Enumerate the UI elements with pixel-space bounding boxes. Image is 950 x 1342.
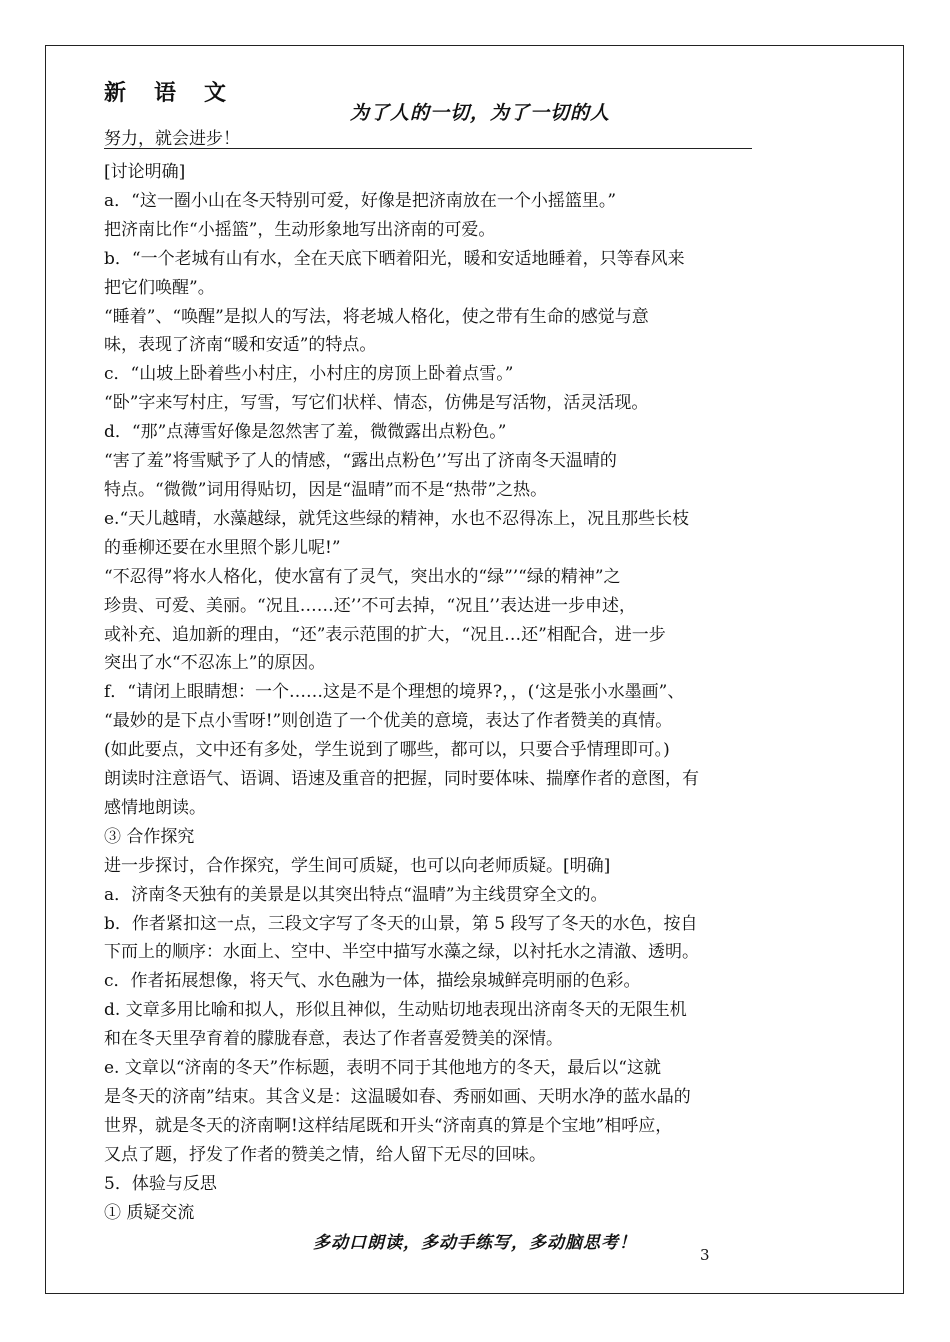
text-line: 的垂柳还要在水里照个影儿呢!”: [104, 537, 341, 558]
text-line: f．“请闭上眼睛想：一个……这是不是个理想的境界?，，(‘这是张小水墨画”、: [104, 682, 685, 703]
text-line: 特点。“微微”词用得贴切，因是“温晴”而不是“热带”之热。: [104, 479, 548, 500]
text-line: 又点了题，抒发了作者的赞美之情，给人留下无尽的回味。: [104, 1144, 546, 1165]
text-line: 把它们唤醒”。: [104, 277, 215, 298]
text-line: 朗读时注意语气、语调、语速及重音的把握，同时要体味、揣摩作者的意图，有: [104, 769, 699, 790]
text-line: 感情地朗读。: [104, 797, 206, 818]
text-line: “不忍得”将水人格化，使水富有了灵气，突出水的“绿”’“绿的精神”之: [104, 566, 621, 587]
text-line: 下而上的顺序：水面上、空中、半空中描写水藻之绿，以衬托水之清澈、透明。: [104, 942, 699, 963]
text-line: 是冬天的济南”结束。其含义是：这温暖如春、秀丽如画、天明水净的蓝水晶的: [104, 1087, 691, 1107]
header-divider: [104, 148, 752, 149]
text-line: ① 质疑交流: [104, 1202, 195, 1223]
text-line: “最妙的是下点小雪呀!”则创造了一个优美的意境，表达了作者赞美的真情。: [104, 711, 673, 732]
header-motto: 为了人的一切，为了一切的人: [350, 102, 611, 124]
text-line: 和在冬天里孕育着的朦胧春意，表达了作者喜爱赞美的深情。: [104, 1029, 563, 1050]
text-line: “害了羞”将雪赋予了人的情感，“露出点粉色’’写出了济南冬天温晴的: [104, 451, 617, 472]
text-line: b．“一个老城有山有水，全在天底下晒着阳光，暖和安适地睡着，只等春风来: [104, 248, 685, 269]
text-line: 进一步探讨，合作探究，学生间可质疑，也可以向老师质疑。[明确]: [104, 855, 611, 876]
document-body: [104, 158, 756, 1228]
text-line: 或补充、追加新的理由，“还”表示范围的扩大，“况且…还”相配合，进一步: [104, 624, 666, 645]
text-line: c．作者拓展想像，将天气、水色融为一体，描绘泉城鲜亮明丽的色彩。: [104, 971, 641, 992]
text-line: a．“这一圈小山在冬天特别可爱，好像是把济南放在一个小摇篮里。”: [104, 190, 617, 211]
text-line: “睡着”、“唤醒”是拟人的写法，将老城人格化，使之带有生命的感觉与意: [104, 306, 649, 327]
text-line: b．作者紧扣这一点，三段文字写了冬天的山景，第 5 段写了冬天的水色，按自: [104, 913, 698, 934]
text-line: 珍贵、可爱、美丽。“况且……还’’不可去掉，“况且’’表达进一步申述，: [104, 595, 636, 616]
text-line: 世界，就是冬天的济南啊!这样结尾既和开头“济南真的算是个宝地”相呼应，: [104, 1115, 673, 1136]
text-line: 5．体验与反思: [104, 1173, 217, 1194]
text-line: ③ 合作探究: [104, 826, 195, 847]
text-line: 突出了水“不忍冻上”的原因。: [104, 653, 326, 674]
text-line: 味，表现了济南“暖和安适”的特点。: [104, 335, 377, 356]
text-line: d．“那”点薄雪好像是忽然害了羞，微微露出点粉色。”: [104, 422, 507, 443]
brand-title: 新语文: [104, 80, 255, 106]
text-line: 把济南比作“小摇篮”，生动形象地写出济南的可爱。: [104, 219, 496, 240]
header-subtitle: 努力，就会进步！: [104, 129, 240, 149]
text-line: “卧”字来写村庄，写雪，写它们状样、情态，仿佛是写活物，活灵活现。: [104, 393, 649, 414]
text-line: d. 文章多用比喻和拟人，形似且神似，生动贴切地表现出济南冬天的无限生机: [104, 1000, 687, 1021]
text-line: e. 文章以“济南的冬天”作标题，表明不同于其他地方的冬天，最后以“这就: [104, 1058, 661, 1079]
text-line: c．“山坡上卧着些小村庄，小村庄的房顶上卧着点雪。”: [104, 364, 514, 385]
page-number: 3: [700, 1246, 710, 1264]
text-line: a．济南冬天独有的美景是以其突出特点“温晴”为主线贯穿全文的。: [104, 884, 608, 905]
text-line: [讨论明确]: [104, 162, 186, 182]
text-line: e.“天儿越晴，水藻越绿，就凭这些绿的精神，水也不忍得冻上，况且那些长枝: [104, 508, 690, 529]
footer-motto: 多动口朗读，多动手练写，多动脑思考！: [313, 1233, 637, 1253]
text-line: (如此要点，文中还有多处，学生说到了哪些，都可以，只要合乎情理即可。): [104, 740, 670, 761]
